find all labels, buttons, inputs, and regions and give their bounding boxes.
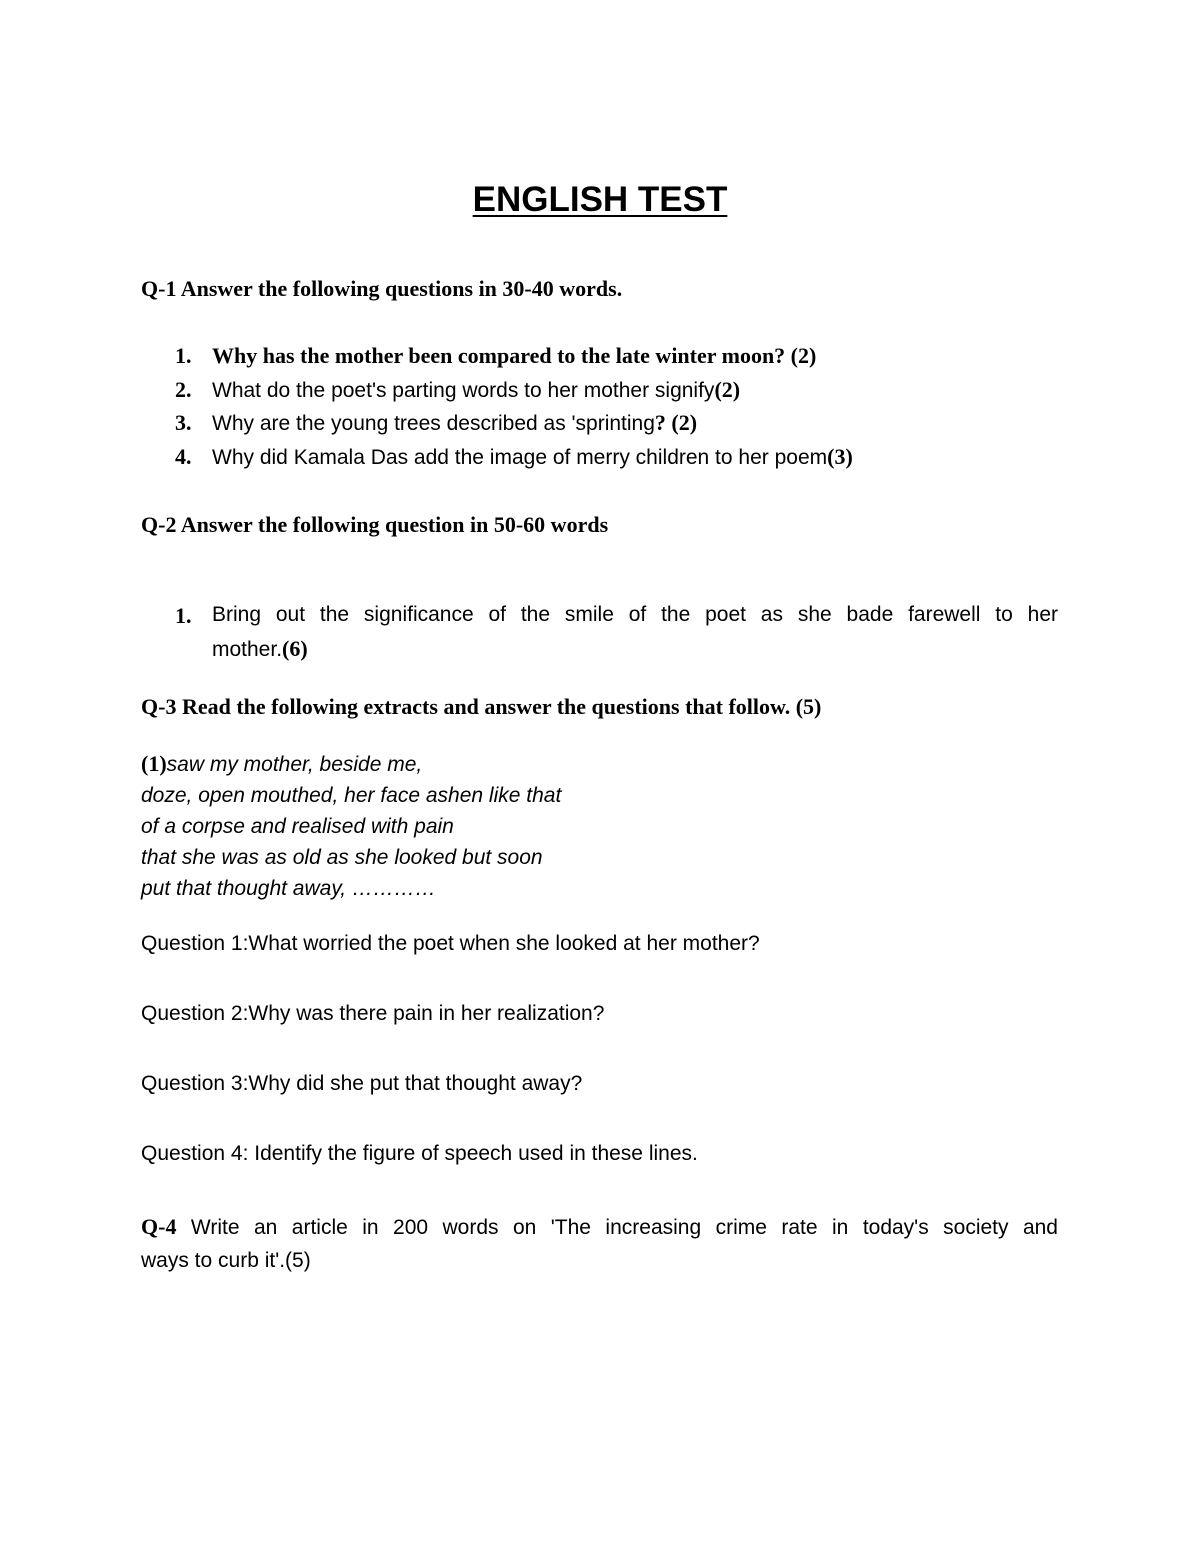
extract-label: (1) <box>141 751 167 776</box>
q1-item-3-marks: ? (2) <box>654 410 698 435</box>
q1-item-1-text: Why has the mother been compared to the late winter moon? (2) <box>212 343 817 368</box>
q2-item-1-marks: (6) <box>282 636 308 661</box>
q1-item-4-number: 4. <box>175 444 192 469</box>
q2-heading: Q-2 Answer the following question in 50-60 words <box>141 512 609 537</box>
q3-question-2: Question 2:Why was there pain in her realization? <box>141 1002 605 1025</box>
q1-item-2-text: What do the poet's parting words to her mother signify <box>212 379 715 402</box>
extract-line-3: of a corpse and realised with pain <box>141 815 454 838</box>
extract-line-2: doze, open mouthed, her face ashen like that <box>141 784 562 807</box>
q3-question-1: Question 1:What worried the poet when she looked at her mother? <box>141 932 760 955</box>
q2-item-1-number: 1. <box>175 603 192 628</box>
q1-item-3-number: 3. <box>175 410 192 435</box>
q4-lead: Q-4 <box>141 1214 177 1239</box>
extract-line-1: saw my mother, beside me, <box>166 753 423 776</box>
q1-item-2-marks: (2) <box>714 377 741 402</box>
page-title: ENGLISH TEST <box>472 180 728 219</box>
q1-item-2-number: 2. <box>175 377 192 402</box>
q3-question-3: Question 3:Why did she put that thought away? <box>141 1072 583 1095</box>
q3-question-4: Question 4: Identify the figure of speech used in these lines. <box>141 1142 698 1165</box>
q4-line2: ways to curb it'.(5) <box>141 1249 311 1272</box>
q1-item-4-text: Why did Kamala Das add the image of merry children to her poem <box>212 446 828 469</box>
q3-heading: Q-3 Read the following extracts and answer the questions that follow. (5) <box>141 694 822 719</box>
q4-line1-wrap <box>141 1210 1058 1244</box>
q2-item-1-text <box>212 598 1058 632</box>
q4-block <box>141 1210 1058 1277</box>
q3-extract <box>141 748 561 904</box>
q1-item-4-marks: (3) <box>827 444 853 469</box>
q1-item-1-number: 1. <box>175 343 192 368</box>
extract-line-4: that she was as old as she looked but soon <box>141 846 543 869</box>
extract-line-5: put that thought away, ………… <box>141 877 436 900</box>
q1-heading: Q-1 Answer the following questions in 30-40 words. <box>141 276 623 301</box>
q1-item-3-text: Why are the young trees described as 'sprinting <box>212 412 655 435</box>
q2-item-1-line2-wrap <box>212 636 308 662</box>
q2-item-1-line1: Bring out the significance of the smile of the poet as she bade farewell to her <box>212 603 1058 626</box>
extract-line-1-wrap <box>141 748 561 780</box>
q2-item-1-line2: mother. <box>212 638 283 661</box>
q4-line1: Write an article in 200 words on 'The increasing crime rate in today's society and <box>176 1216 1058 1239</box>
